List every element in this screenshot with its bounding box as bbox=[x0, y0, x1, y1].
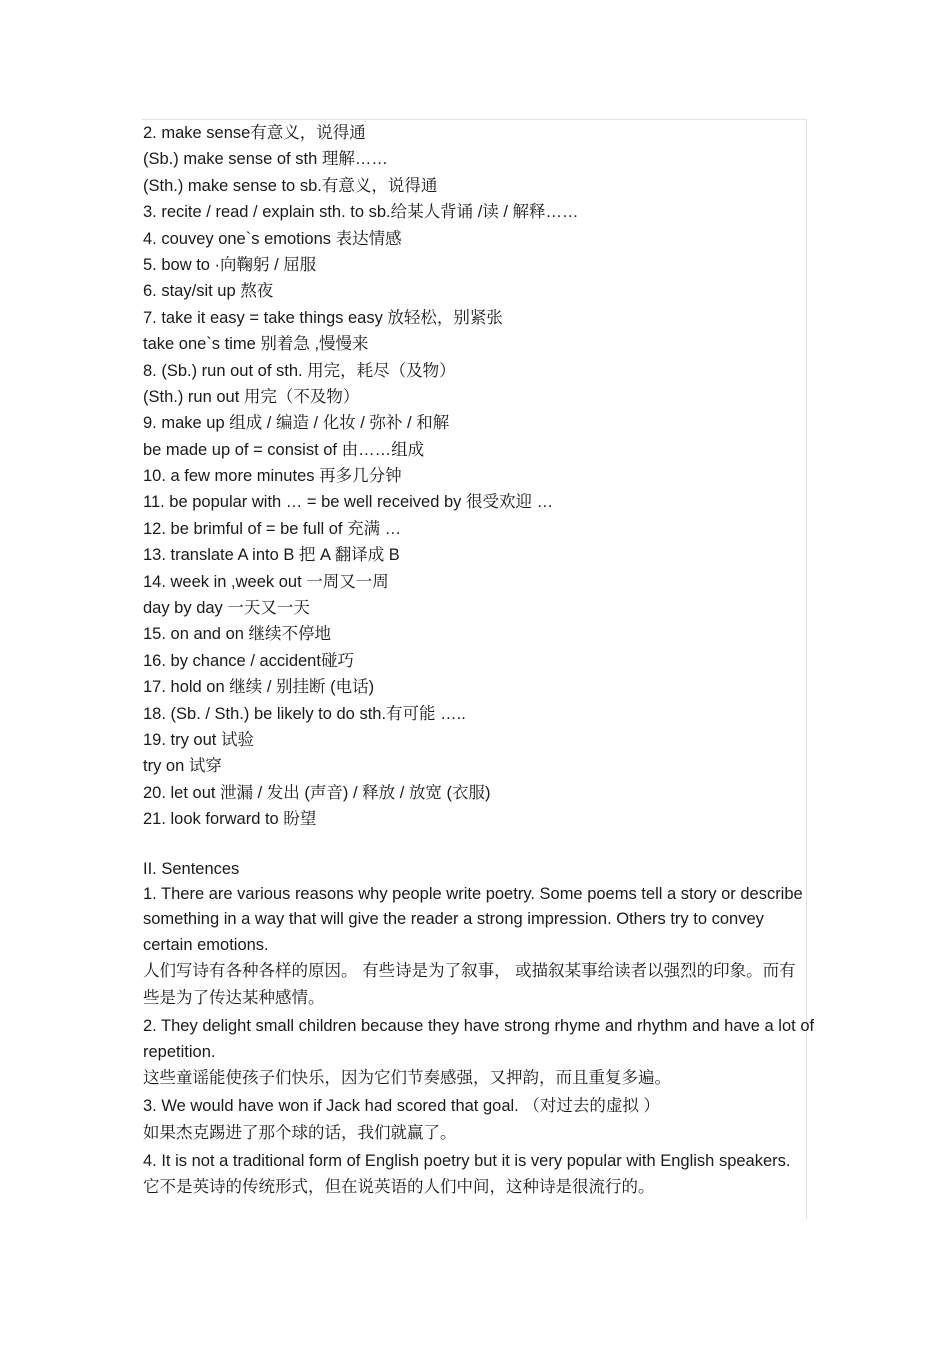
phrase-line: try on 试穿 bbox=[143, 757, 222, 776]
phrase-line: 14. week in ,week out 一周又一周 bbox=[143, 572, 389, 591]
phrase-line: take one`s time 别着急 ,慢慢来 bbox=[143, 335, 369, 354]
phrase-line: 10. a few more minutes 再多几分钟 bbox=[143, 467, 402, 486]
phrase-line: (Sb.) make sense of sth 理解…… bbox=[143, 150, 388, 169]
phrase-line: 9. make up 组成 / 编造 / 化妆 / 弥补 / 和解 bbox=[143, 414, 450, 433]
phrase-line: 11. be popular with … = be well received by 很受欢迎 … bbox=[143, 493, 554, 512]
phrase-line: 3. recite / read / explain sth. to sb.给某人背诵 /读 / 解释…… bbox=[143, 203, 579, 222]
sentence-chinese: 人们写诗有各种各样的原因。 有些诗是为了叙事， 或描叙某事给读者以强烈的印象。而有些是为了传达某种感情。 bbox=[143, 962, 796, 1008]
phrase-line: 18. (Sb. / Sth.) be likely to do sth.有可能 ….. bbox=[143, 704, 466, 723]
phrase-line: 4. couvey one`s emotions 表达情感 bbox=[143, 229, 402, 248]
sentences-heading: II. Sentences bbox=[143, 859, 240, 878]
sentence-english: 1. There are various reasons why people write poetry. Some poems tell a story or describe something in a way that will give the reader a strong impression. Others try to convey certain emotions. bbox=[143, 884, 803, 954]
phrase-line: 15. on and on 继续不停地 bbox=[143, 625, 332, 644]
phrase-line: (Sth.) run out 用完（不及物） bbox=[143, 387, 360, 406]
sentence-english: 4. It is not a traditional form of English poetry but it is very popular with English speakers. bbox=[143, 1151, 791, 1170]
section-spacer bbox=[143, 833, 833, 856]
phrase-line: 12. be brimful of = be full of 充满 … bbox=[143, 519, 402, 538]
phrase-line: 2. make sense有意义，说得通 bbox=[143, 124, 366, 142]
sentence-english: 3. We would have won if Jack had scored that goal. （对过去的虚拟 ） bbox=[143, 1097, 660, 1116]
phrase-line: 21. look forward to 盼望 bbox=[143, 810, 317, 829]
phrase-line: 7. take it easy = take things easy 放轻松，别紧张 bbox=[143, 308, 503, 327]
phrase-line: 19. try out 试验 bbox=[143, 730, 254, 749]
document-body bbox=[143, 120, 833, 1203]
phrase-line: day by day 一天又一天 bbox=[143, 599, 310, 618]
phrase-line: 20. let out 泄漏 / 发出 (声音) / 释放 / 放宽 (衣服) bbox=[143, 783, 491, 802]
phrase-line: (Sth.) make sense to sb.有意义，说得通 bbox=[143, 176, 438, 195]
sentence-block bbox=[143, 882, 833, 1013]
sentence-chinese: 它不是英诗的传统形式，但在说英语的人们中间，这种诗是很流行的。 bbox=[143, 1178, 655, 1197]
phrase-line: 6. stay/sit up 熬夜 bbox=[143, 282, 274, 301]
sentence-english: 2. They delight small children because they have strong rhyme and rhythm and have a lot of repetition. bbox=[143, 1017, 815, 1061]
phrase-line: 16. by chance / accident碰巧 bbox=[143, 651, 354, 670]
phrase-line: 13. translate A into B 把 A 翻译成 B bbox=[143, 546, 400, 565]
sentence-block bbox=[143, 1014, 833, 1092]
phrase-line: 8. (Sb.) run out of sth. 用完，耗尽（及物） bbox=[143, 361, 456, 380]
sentence-block bbox=[143, 1094, 833, 1147]
sentence-block bbox=[143, 1149, 833, 1202]
sentence-chinese: 如果杰克踢进了那个球的话，我们就赢了。 bbox=[143, 1123, 457, 1142]
sentence-chinese: 这些童谣能使孩子们快乐，因为它们节奏感强，又押韵，而且重复多遍。 bbox=[143, 1069, 671, 1088]
phrase-line: 17. hold on 继续 / 别挂断 (电话) bbox=[143, 678, 375, 697]
phrase-line: 5. bow to ·向鞠躬 / 屈服 bbox=[143, 255, 317, 274]
phrase-line: be made up of = consist of 由……组成 bbox=[143, 440, 425, 459]
